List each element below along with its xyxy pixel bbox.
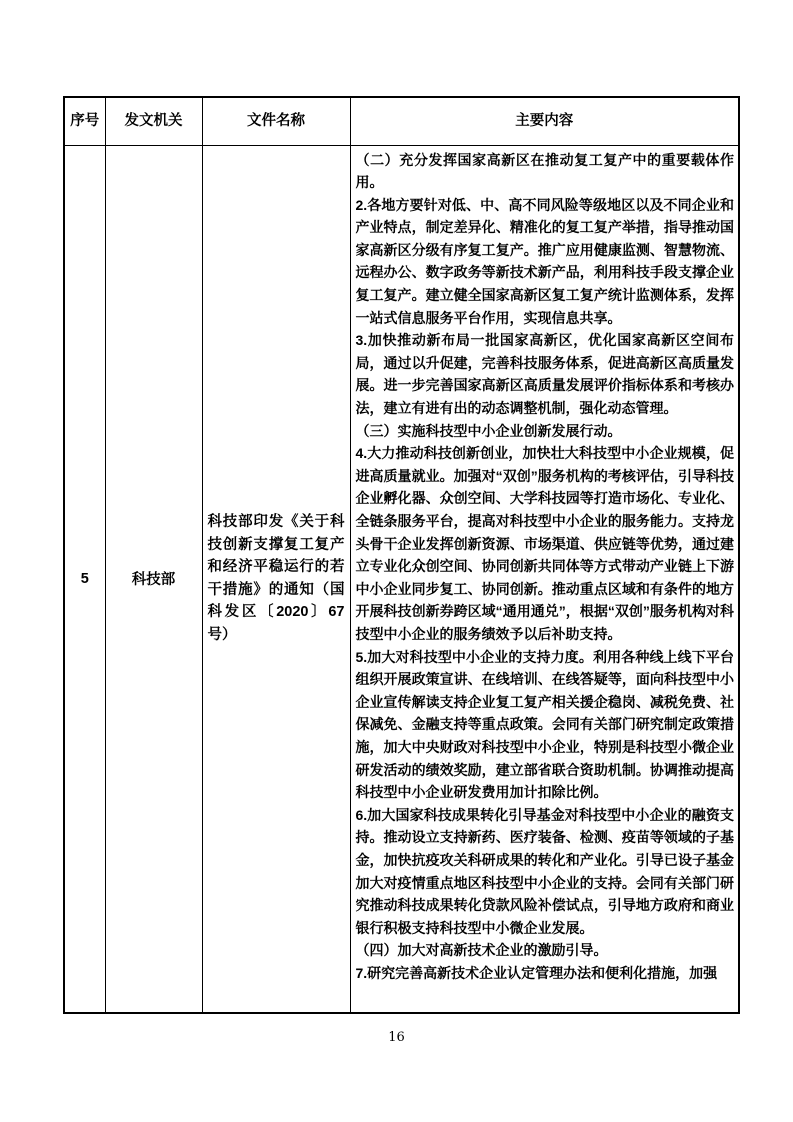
header-document-name: 文件名称	[202, 97, 350, 145]
content-paragraph: 5.加大对科技型中小企业的支持力度。利用各种线上线下平台组织开展政策宣讲、在线培训、在线答疑等，面向科技型中小企业宣传解读支持企业复工复产相关援企稳岗、减税免费、社保减免、金融支持等重点政策。会同有关部门研究制定政策措施，加大中央财政对科技型中小企业，特别是科技型小微企业研发活动的绩效奖励，建立部省联合资助机制。协调推动提高科技型中小企业研发费用加计扣除比例。	[355, 648, 734, 801]
cell-document-name: 科技部印发《关于科技创新支撑复工复产和经济平稳运行的若干措施》的通知（国科发区〔2020〕67 号）	[202, 145, 350, 1013]
header-issuing-agency: 发文机关	[105, 97, 202, 145]
policy-documents-table	[63, 96, 740, 1014]
content-paragraph: （三）实施科技型中小企业创新发展行动。	[355, 422, 622, 439]
cell-main-content	[350, 145, 739, 1013]
content-paragraph: 4.大力推动科技创新创业，加快壮大科技型中小企业规模，促进高质量就业。加强对“双创”服务机构的考核评估，引导科技企业孵化器、众创空间、大学科技园等打造市场化、专业化、全链条服务平台，提高对科技型中小企业的服务能力。支持龙头骨干企业发挥创新资源、市场渠道、供应链等优势，通过建立专业化众创空间、协同创新共同体等方式带动产业链上下游中小企业同步复工、协同创新。推动重点区域和有条件的地方开展科技创新券跨区域“通用通兑”，根据“双创”服务机构对科技型中小企业的服务绩效予以后补助支持。	[355, 445, 734, 642]
header-serial-number: 序号	[64, 97, 105, 145]
content-paragraph: （四）加大对高新技术企业的激励引导。	[355, 942, 608, 959]
content-paragraph: 7.研究完善高新技术企业认定管理办法和便利化措施，加强	[355, 964, 718, 981]
content-paragraph: 3.加快推动新布局一批国家高新区，优化国家高新区空间布局，通过以升促建，完善科技服务体系，促进高新区高质量发展。进一步完善国家高新区高质量发展评价指标体系和考核办法，建立有进有出的动态调整机制，强化动态管理。	[355, 332, 734, 417]
table-header-row	[64, 97, 739, 145]
cell-issuing-agency: 科技部	[105, 145, 202, 1013]
table-row	[64, 145, 739, 1013]
header-main-content: 主要内容	[350, 97, 739, 145]
cell-serial-number: 5	[64, 145, 105, 1013]
content-paragraph: 6.加大国家科技成果转化引导基金对科技型中小企业的融资支持。推动设立支持新药、医疗装备、检测、疫苗等领域的子基金，加快抗疫攻关科研成果的转化和产业化。引导已设子基金加大对疫情重点地区科技型中小企业的支持。会同有关部门研究推动科技成果转化贷款风险补偿试点，引导地方政府和商业银行积极支持科技型中小微企业发展。	[355, 806, 734, 936]
page-number: 16	[388, 1030, 405, 1045]
content-paragraph: 2.各地方要针对低、中、高不同风险等级地区以及不同企业和产业特点，制定差异化、精准化的复工复产举措，指导推动国家高新区分级有序复工复产。推广应用健康监测、智慧物流、远程办公、数字政务等新技术新产品，利用科技手段支撑企业复工复产。建立健全国家高新区复工复产统计监测体系，发挥一站式信息服务平台作用，实现信息共享。	[355, 196, 734, 326]
content-paragraph: （二）充分发挥国家高新区在推动复工复产中的重要载体作用。	[355, 151, 734, 191]
